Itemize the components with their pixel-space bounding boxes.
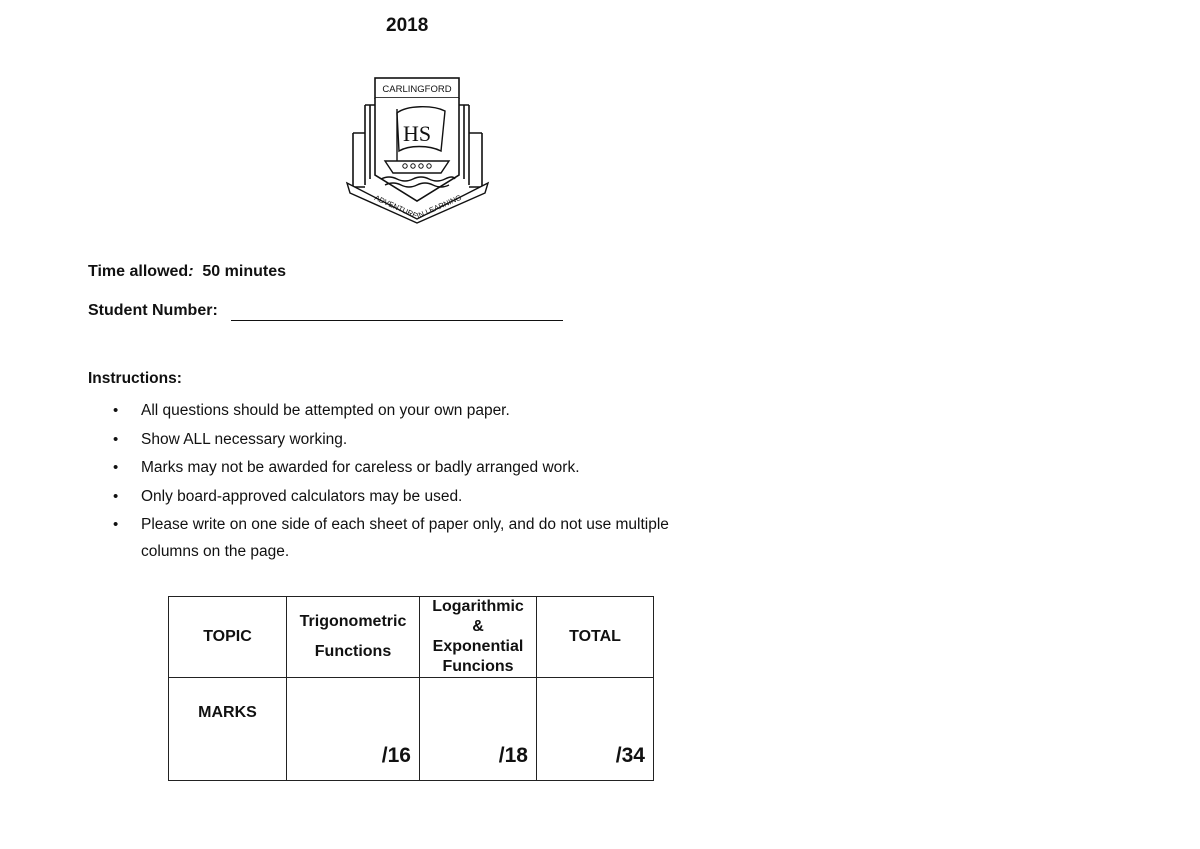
student-number-label: Student Number: — [88, 302, 218, 319]
trig-marks-cell: /16 — [287, 678, 420, 781]
instruction-item: • Show ALL necessary working. — [113, 426, 693, 453]
marks-label: MARKS — [169, 678, 287, 781]
svg-text:HS: HS — [402, 121, 432, 146]
marks-table — [168, 596, 654, 781]
student-number-line[interactable] — [231, 320, 563, 321]
log-exp-functions-header — [420, 597, 537, 678]
log-header-line: Logarithmic — [432, 598, 524, 615]
trig-header-line: Functions — [314, 643, 392, 660]
log-header-line: & — [472, 618, 484, 635]
trig-header-line: Trigonometric — [299, 613, 407, 630]
instruction-item: • All questions should be attempted on your own paper. — [113, 397, 693, 424]
trig-functions-header — [287, 597, 420, 678]
total-header: TOTAL — [537, 597, 654, 678]
svg-text:ADVENTURE IN LEARNING: ADVENTURE IN LEARNING — [373, 192, 463, 222]
topic-header: TOPIC — [169, 597, 287, 678]
instructions-title: Instructions: — [88, 370, 182, 387]
time-allowed-value: 50 minutes — [202, 263, 286, 280]
instructions-list — [113, 397, 693, 567]
instruction-item: • Marks may not be awarded for careless or badly arranged work. — [113, 454, 693, 481]
time-allowed-label: Time allowed — [88, 263, 189, 280]
instruction-item: • Please write on one side of each sheet of paper only, and do not use multiple columns on the page. — [113, 511, 693, 565]
total-marks-cell: /34 — [537, 678, 654, 781]
time-allowed — [88, 263, 286, 281]
log-header-line: Exponential — [432, 638, 524, 655]
school-crest-logo — [345, 75, 490, 225]
time-allowed-colon: : — [188, 263, 194, 280]
log-header-line: Funcions — [442, 658, 514, 675]
marks-table-row — [169, 678, 654, 781]
exam-year: 2018 — [386, 15, 429, 36]
instruction-item: • Only board-approved calculators may be used. — [113, 483, 693, 510]
marks-table-header-row — [169, 597, 654, 678]
svg-text:CARLINGFORD: CARLINGFORD — [382, 84, 452, 95]
log-exp-marks-cell: /18 — [420, 678, 537, 781]
